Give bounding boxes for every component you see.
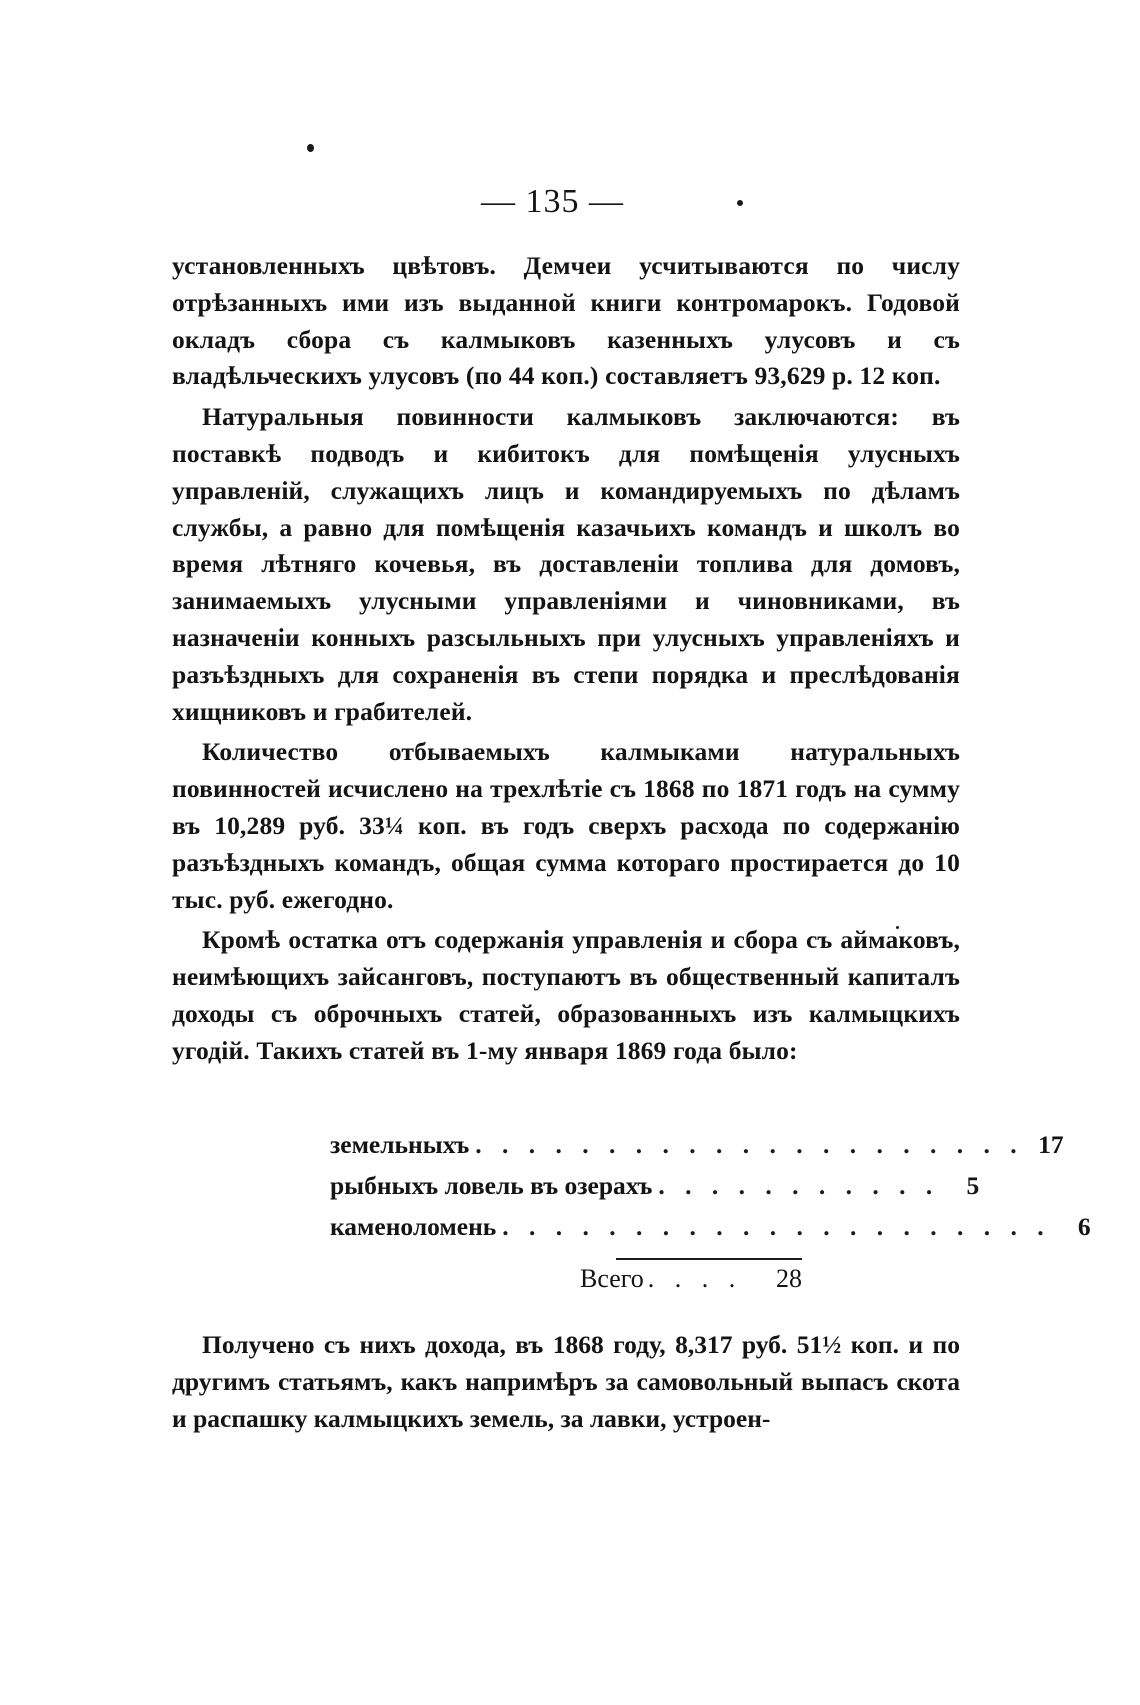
paragraph: Натуральныя повинности калмыковъ заключаются: въ поставкѣ подводъ и кибитокъ для помѣщенія улусныхъ управленій, служащихъ лицъ и командируемыхъ по дѣламъ службы, а равно для помѣщенія казачьихъ командъ и школъ во время лѣтняго кочевья, въ доставленіи топлива для домовъ, занимаемыхъ улусными управленіями и чиновниками, въ назначеніи конныхъ разсыльныхъ при улусныхъ управленіяхъ и разъѣздныхъ для сохраненія въ степи порядка и преслѣдованія хищниковъ и грабителей.: [172, 402, 960, 726]
list-item: [330, 1130, 1064, 1171]
paragraph: Количество отбываемыхъ калмыками натуральныхъ повинностей исчислено на трехлѣтіе съ 1868 по 1871 годъ на сумму въ 10,289 руб. 33¼ коп. въ годъ сверхъ расхода по содержанію разъѣздныхъ командъ, общая сумма котораго простирается до 10 тыс. руб. ежегодно.: [172, 737, 960, 914]
body-text-bottom: [172, 1327, 960, 1437]
paragraph: Получено съ нихъ дохода, въ 1868 году, 8,317 руб. 51½ коп. и по другимъ статьямъ, какъ напримѣръ за самовольный выпасъ скота и распашку калмыцкихъ земель, за лавки, устроен-: [172, 1330, 960, 1433]
list-item: [330, 1212, 1091, 1253]
total-value: 28: [776, 1264, 802, 1293]
item-label: рыбныхъ ловель въ озерахъ: [330, 1171, 653, 1200]
page-number: — 135 —: [481, 183, 624, 220]
item-label: земельныхъ: [330, 1130, 470, 1159]
total-label: Всего: [580, 1264, 644, 1293]
item-value: 6: [1077, 1212, 1091, 1241]
dot-leader: . . . .: [647, 1264, 743, 1293]
item-label: каменоломень: [330, 1212, 497, 1241]
item-value: 17: [1038, 1130, 1064, 1159]
dot-leader: . . . . . . . . . . . . . . . . . . . . .: [475, 1130, 1024, 1159]
total-row: [580, 1264, 802, 1294]
list-item: [330, 1171, 980, 1212]
body-text-top: [172, 248, 960, 1070]
dot-leader: . . . . . . . . . . .: [658, 1171, 940, 1200]
revenue-items-list: [330, 1130, 1091, 1253]
total-divider: [616, 1258, 802, 1260]
dot-leader: . . . . . . . . . . . . . . . . . . . . .: [502, 1212, 1051, 1241]
item-value: 5: [966, 1171, 980, 1200]
paragraph: Кромѣ остатка отъ содержанія управленія и сбора съ аймаковъ, неимѣющихъ зайсанговъ, поступаютъ въ общественный капиталъ доходы съ оброчныхъ статей, образованныхъ изъ калмыцкихъ угодій. Такихъ статей въ 1-му января 1869 года было:: [172, 925, 960, 1065]
paragraph: установленныхъ цвѣтовъ. Демчеи усчитываются по числу отрѣзанныхъ ими изъ выданной книги контромарокъ. Годовой окладъ сбора съ калмыковъ казенныхъ улусовъ и съ владѣльческихъ улусовъ (по 44 коп.) составляетъ 93,629 р. 12 коп.: [172, 251, 960, 391]
ink-speck: [307, 144, 314, 152]
